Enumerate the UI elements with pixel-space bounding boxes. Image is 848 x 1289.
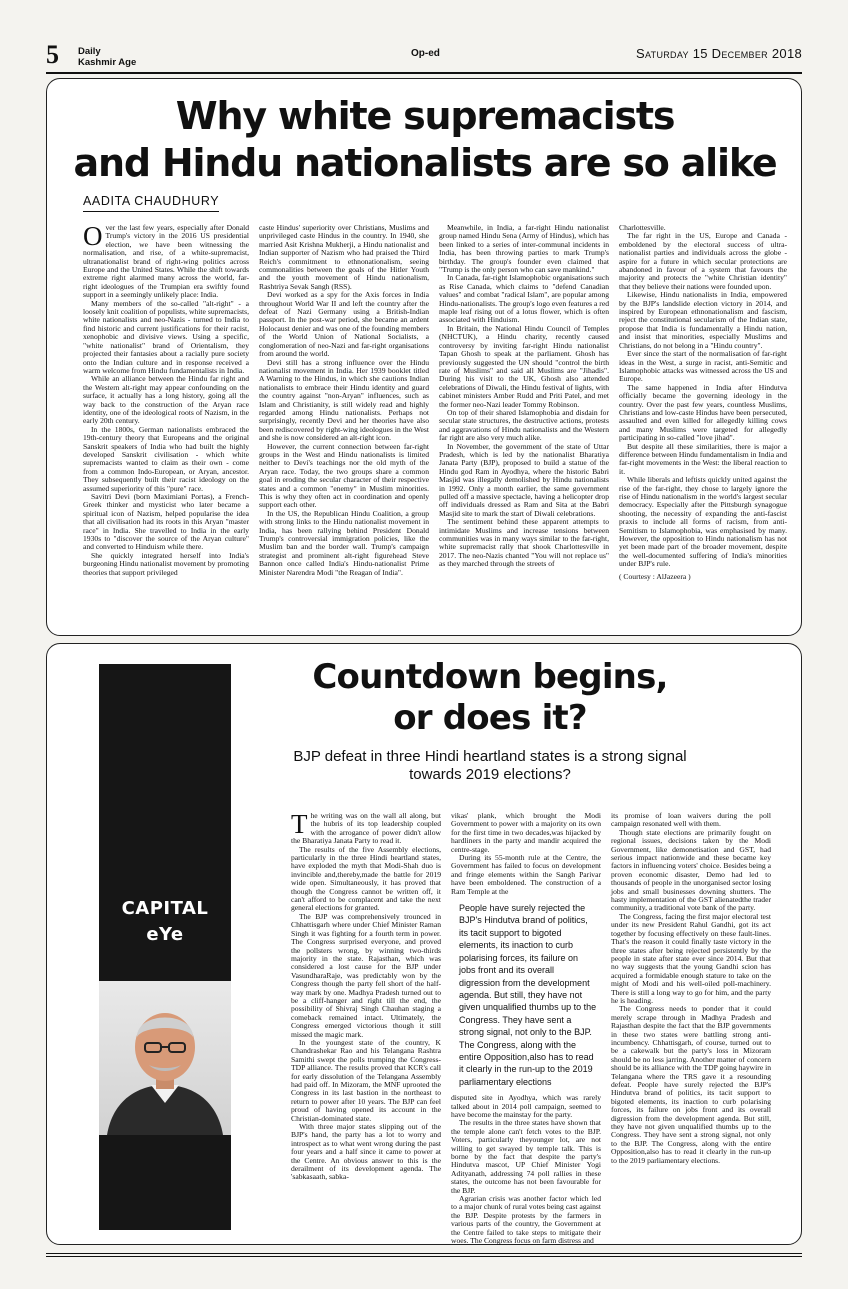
article2-subheading-line2: towards 2019 elections? <box>409 766 571 783</box>
pull-quote: People have surely rejected the BJP's Hindutva brand of politics, its tacit support to bigoted elements, its inaction to curb polarising forces, its failure on jobs front and its overall digression from the development agenda. But still, they have not given unqualified thumbs up to the Congress. They have sent a strong signal, not only to the BJP. The Congress, along with the entire Opposition,also has to read it clearly in the run-up to the 2019 parliamentary elections <box>459 903 597 1087</box>
article-paragraph: Likewise, Hindu nationalists in India, empowered by the BJP's landslide election victory in 2014, and inspired by European ethnonationalism and fascism, reject the constitutional secularism of the Indian state, propose that India is fundamentally a Hindu nation, and insist that minorities, especially Muslims and Christians, do not belong in a "Hindu country". <box>619 290 787 350</box>
article-paragraph: Many members of the so-called "alt-right" - a loosely knit coalition of populists, white supremacists, white nationalists and neo-Nazis - turned to India to find historic and current justifications for their racist, xenophobic and divisive views. Using a specific, "white nationalist" brand of Orientalism, they projected their fantasies about a racially pure society onto the Indian culture and in response received a warm welcome from Hindu fundamentalists in India. <box>83 298 249 375</box>
article-paragraph: While liberals and leftists quickly united against the rise of the far-right, they chose to largely ignore the rise of Hindu nationalism in the world's largest secular democracy. Especially after the Pittsburgh synagogue shooting, the necessity of expanding the anti-fascist praxis to include all forms of racism, from anti-Semitism to Islamophobia, was emphasised by many. However, the opposition to Hindu nationalism has not yet been made part of the broader movement, despite the well-documented suffering of India's minorities under BJP's rule. <box>619 475 787 569</box>
columnist-portrait <box>99 981 231 1135</box>
dropcap: O <box>83 221 103 251</box>
article-paragraph: Ever since the start of the normalisation of far-right ideas in the West, a surge in racist, anti-Semitic and Islamophobic attacks was witnessed across the US and Europe. <box>619 349 787 384</box>
article-paragraph: The BJP was comprehensively trounced in Chhattisgarh where under Chief Minister Raman Singh it was fighting for a fourth term in power. The Congress surprised everyone, and proved the pollsters wrong, by winning two-thirds majority in the state. Rajasthan, which was considered a lost cause for the BJP under VasundharaRaje, was predictably won by the Congress though the party fell short of the half-way mark by one. Madhya Pradesh turned out to be a cliff-hanger and right till the end, the possibility of Shivraj Singh Chauhan staging a comeback remained intact. Ultimately, the Congress emerged victorious though it still missed the magic mark. <box>291 911 441 1039</box>
article1-byline: AADITA CHAUDHURY <box>83 194 220 208</box>
capital-eye-line2: eYe <box>146 924 184 945</box>
article-paragraph: In November, the government of the state of Uttar Pradesh, which is led by the nationalist Bharatiya Janata Party (BJP), proposed to build a statue of the Hindu god Ram in Ayodhya, where the historic Babri Masjid was illegally demolished by Hindu nationalists in 1992. Only a month earlier, the same government pulled off a massive spectacle, having a helicopter drop off individuals dressed as Ram and Sita at the Babri Masjid site to mark the start of Diwali celebrations. <box>439 441 609 518</box>
article-paragraph: disputed site in Ayodhya, which was rarely talked about in 2014 poll campaign, seemed to have become the mainstay for the party. <box>451 1093 601 1119</box>
article2-column-1 <box>291 809 441 1236</box>
article-paragraph: During its 55-month rule at the Centre, the Government has failed to focus on development and fringe elements within the Sangh Parivar have been emboldened. The construction of a Ram Temple at the <box>451 853 601 896</box>
article1-headline-line2: and Hindu nationalists are so alike <box>73 141 777 185</box>
article-paragraph: In Canada, far-right Islamophobic organisations such as Rise Canada, which claims to "defend Canadian values" and combat "radical Islam", are popular among Hindu-nationalists. The group's logo even features a red maple leaf rising out of a lotus flower, which is often associated with Hinduism. <box>439 273 609 325</box>
article-paragraph: In the youngest state of the country, K Chandrashekar Rao and his Telangana Rashtra Samithi swept the polls trumping the Congress-TDP alliance. The results proved that KCR's call for early dissolution of the Telangana Assembly had paid off. In Mizoram, the MNF uprooted the Congress in its last bastion in the northeast to return to power after 10 years. The BJP can feel proud of having opened its account in the Christian-dominated state. <box>291 1037 441 1123</box>
footer-rule <box>46 1253 802 1254</box>
capital-eye-logo <box>99 896 231 948</box>
article1-column-4 <box>619 224 787 629</box>
article-paragraph: ver the last few years, especially after Donald Trump's victory in the 2016 US presidential election, we have been witnessing the normalisation, and rise, of a white-supremacist, ultranationalist brand of right-wing politics across Europe and the United States. While the shift towards extreme right alarmed many across the world, far-right ideologues of the Trumpian era swiftly found support in a seemingly unlikely place: India. <box>83 223 249 300</box>
article-white-supremacists <box>46 78 802 636</box>
article1-column-2 <box>259 224 429 629</box>
article-paragraph: The far right in the US, Europe and Canada - emboldened by the electoral success of ultra-nationalist parties and individuals across the globe - aspire for a future in which secular protections are abandoned in favour of a system that favours the majority and protects the "white Christian identity" that they believe their nations were founded upon. <box>619 231 787 291</box>
article1-column-3 <box>439 224 609 629</box>
page-number: 5 <box>46 40 59 69</box>
article-paragraph: The Congress, facing the first major electoral test under its new President Rahul Gandhi, got its act together by focusing effectively on these fault-lines. That's the reason it could finally taste victory in the three states after being rejected persistently by the people in state after state ever since 2014. But that no way suggests that the young Gandhi scion has acquired a formidable enough stature to take on the might of Modi and his well-oiled poll-machinery. There is still a long way to go for him, and the party he is heading. <box>611 911 771 1005</box>
article2-subheading <box>243 748 737 784</box>
issue-date: Saturday 15 December 2018 <box>636 46 802 61</box>
article-paragraph: caste Hindus' superiority over Christians, Muslims and unprivileged caste Hindus in the country. In 1940, she married Asit Krishna Mukherji, a Hindu nationalist and Indian supporter of Nazism who had praised the Third Reich's commitment to ethnonationalism, seeing commonalities between the goals of the Hitler Youth and the youth movement of Hindu nationalism, Rashtriya Sevak Sangh (RSS). <box>259 223 429 291</box>
article2-first-paragraph <box>291 809 441 846</box>
columnist-photo <box>99 981 231 1135</box>
article1-headline-line1: Why white supremacists <box>175 94 675 138</box>
article2-subheading-line1: BJP defeat in three Hindi heartland states is a strong signal <box>293 748 687 765</box>
article-paragraph: vikas' plank, which brought the Modi Government to power with a majority on its own for the first time in two decades,was hijacked by hardliners in the party and mandir acquired the centre-stage. <box>451 811 601 854</box>
article-paragraph: However, the current connection between far-right groups in the West and Hindu nationalists is limited neither to Devi's teachings nor the old myth of the Aryan race. Today, the two groups share a common goal in eroding the secular character of their respective states and a common "enemy" in Muslim minorities. This is why they often act in coordination and openly support each other. <box>259 441 429 510</box>
paper-name <box>78 46 136 68</box>
article-countdown-begins <box>46 643 802 1245</box>
article-paragraph: She quickly integrated herself into India's burgeoning Hindu nationalist movement by promoting theories that support privileged <box>83 550 249 577</box>
article-paragraph: its promise of loan waivers during the poll campaign resonated well with them. <box>611 811 771 829</box>
article2-column-2 <box>451 811 601 1246</box>
capital-eye-line1: CAPITAL <box>121 898 209 919</box>
capital-eye-panel <box>99 664 231 1230</box>
article-paragraph: The sentiment behind these apparent attempts to intimidate Muslims and increase tensions between communities was in many ways similar to the far-right, white supremacist rally that shook Charlottesville in 2017. The neo-Nazis chanted "You will not replace us" as they marched through the streets of <box>439 517 609 569</box>
article-paragraph: While an alliance between the Hindu far right and the Western alt-right may appear confounding on the surface, it actually has a long history, going all the way back to the construction of the Aryan race identity, one of the ideological roots of Nazism, in the early 20th century. <box>83 374 249 426</box>
masthead-rule <box>46 72 802 74</box>
section-label: Op-ed <box>411 48 440 59</box>
article-paragraph: he writing was on the wall all along, but the hubris of its top leadership coupled with the arrogance of power didn't allow the Bharatiya Janata Party to read it. <box>291 811 441 846</box>
article2-column-3 <box>611 812 771 1236</box>
article-paragraph: On top of their shared Islamophobia and disdain for secular state structures, the destructive actions, protests and aggravations of Hindu nationalists and the Western far right are also very much alike. <box>439 407 609 443</box>
article-paragraph: Devi worked as a spy for the Axis forces in India throughout World War II and left the country after the defeat of Nazi Germany using a British-Indian passport. In the post-war period, she became an ardent Holocaust denier and was one of the founding members of the World Union of National Socialists, a conglomeration of neo-Nazi and far-right organisations from around the world. <box>259 290 429 359</box>
footer-rule <box>46 1256 802 1257</box>
article-paragraph: Devi still has a strong influence over the Hindu nationalist movement in India. Her 1939 booklet titled A Warning to the Hindus, in which she cautions Indian nationalists to embrace their Hindu identity and guard the country against "non-Aryan" influences, such as Islam and Christianity, is still widely read and highly regarded among Hindu nationalists. Perhaps not surprisingly, recently Devi and her theories have also been rediscovered by right-wing ideologues in the West and she is now considered an alt-right icon. <box>259 357 429 443</box>
article2-headline-line2: or does it? <box>393 698 587 738</box>
article-paragraph: Charlottesville. <box>619 223 666 232</box>
byline-rule <box>83 211 219 212</box>
article-paragraph: The results of the five Assembly elections, particularly in the three Hindi heartland states, have exploded the myth that Modi-Shah duo is invincible and,thereby,made the battle for 2019 wide open. Simultaneously, it has proved that though the Congress cannot be written off, it can't afford to be complacent and take the next general elections for granted. <box>291 844 441 913</box>
article2-headline-line1: Countdown begins, <box>312 657 668 697</box>
masthead <box>46 40 802 70</box>
article-paragraph: With three major states slipping out of the BJP's hand, the party has a lot to worry and introspect as to what went wrong during the past four years and a half since it came to power at the Centre. An obvious answer to this is the derailment of its development agenda. The 'sabkasaath, sabka- <box>291 1122 441 1182</box>
article-paragraph: But despite all these similarities, there is major a difference between Hindu fundamentalism in India and far-right movements in the West: the liberal reaction to it. <box>619 441 787 476</box>
article1-column-1 <box>83 221 249 629</box>
article-paragraph: The Congress needs to ponder that it could merely scrape through in Madhya Pradesh and Rajasthan despite the fact that the BJP governments in these two states were battling strong anti-incumbency. Chhattisgarh, of course, turned out to be a cakewalk but the party's loss in Mizoram should be no less jarring. Another matter of concern should be its alliance with the TDP going haywire in Telangana where the TRS gave it a resounding defeat. People have surely rejected the BJP's Hindutva brand of politics, its tacit support to bigoted elements, its inaction to curb polarising forces, its failure on jobs front and its overall digression from the development agenda. But still, they have not given unqualified thumbs up to the Congress. They have sent a strong signal, not only to the BJP. The Congress, along with the entire Opposition,also has to read it clearly in the run-up to the 2019 parliamentary elections. <box>611 1004 771 1165</box>
article1-first-paragraph <box>83 221 249 300</box>
article-paragraph: In the US, the Republican Hindu Coalition, a group with strong links to the Hindu nationalist movement in India, has been rallying behind President Donald Trump's controversial immigration policies, like the Muslim ban and the border wall. Trump's campaign strategist and prominent alt-right figurehead Steve Bannon once called India's Hindu-nationalist Prime Minister Narendra Modi "the Reagan of India". <box>259 508 429 577</box>
paper-name-line1: Daily <box>78 46 101 57</box>
article-paragraph: The results in the three states have shown that the temple alone can't fetch votes to the BJP. Voters, particularly theyounger lot, are not willing to get swayed by temple talk. This is borne by the fact that despite the party's Hindutva mascot, UP Chief Minister Yogi Adityanath, addressing 74 poll rallies in these states, the outcome has not been favourable for the BJP. <box>451 1118 601 1195</box>
article1-courtesy: ( Courtesy : AlJazeera ) <box>619 571 691 581</box>
article2-headline <box>243 657 737 739</box>
article-paragraph: Agrarian crisis was another factor which led to a major chunk of rural votes being cast against the BJP. Despite protests by the farmers in various parts of the country, the Government at the Centre failed to take steps to mitigate their woes. The Congress focus on farm distress and <box>451 1194 601 1246</box>
article-paragraph: Though state elections are primarily fought on regional issues, decisions taken by the Modi Government, like demonetisation and GST, had serious impact nationwide and these became key factors in influencing voters' choice. Besides being a proven economic disaster, Demo had led to thousands of people in the unorganised sector losing jobs and small businesses downing shutters. The hasty implementation of the GST alienatedthe trader community, a traditional vote bank of the party. <box>611 827 771 913</box>
article-paragraph: In Britain, the National Hindu Council of Temples (NHCTUK), a Hindu charity, recently caused controversy by inviting far-right Hindu nationalist Tapan Ghosh to speak at the parliament. Ghosh has previously suggested the UN should "control the birth rate of Muslims" and said all Muslims are "Jihadis". During his visit to the UK, Ghosh also attended celebrations of Diwali, the Hindu festival of lights, with cabinet ministers Amber Rudd and Priti Patel, and met the former neo-Nazi leader Tommy Robinson. <box>439 323 609 409</box>
article-paragraph: Meanwhile, in India, a far-right Hindu nationalist group named Hindu Sena (Army of Hindus), which has been linked to a series of inter-communal incidents in India, has been throwing parties to mark Trump's birthday. The group's founder even claimed that "Trump is the only person who can save mankind." <box>439 223 609 275</box>
article-paragraph: In the 1800s, German nationalists embraced the 19th-century theory that Europeans and the original Sanskrit speakers of India who had built the highly developed Sanskrit civilisation - which white supremacists wanted to claim as their own - come from a common Indo-European, or Aryan, ancestor. They subsequently built their racist ideology on the assumed superiority of this "pure" race. <box>83 424 249 493</box>
article-paragraph: Savitri Devi (born Maximiani Portas), a French-Greek thinker and mysticist who later became a spiritual icon of Nazism, helped popularise the idea that all civilisation had its roots in this Aryan "master race" in India. She travelled to India in the early 1930s to "discover the source of the Aryan culture" and converted to Hinduism while there. <box>83 492 249 552</box>
article1-headline <box>47 93 803 187</box>
dropcap: T <box>291 809 308 839</box>
article-paragraph: The same happened in India after Hindutva officially became the governing ideology in the country. Over the past few years, countless Muslims, Christians and low-caste Hindus have been persecuted, assaulted and even killed for allegedly killing cows and many Muslims were targeted for allegedly participating in so-called "love jihad". <box>619 382 787 443</box>
paper-name-line2: Kashmir Age <box>78 57 137 68</box>
